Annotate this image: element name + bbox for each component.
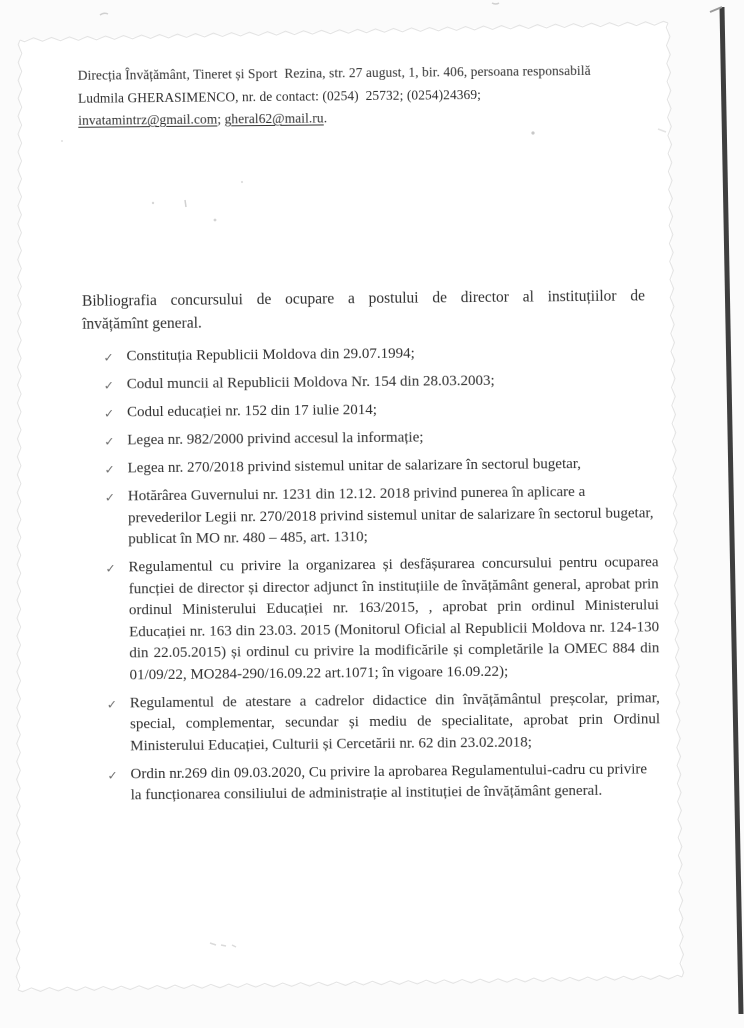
- list-item-text: Codul educației nr. 152 din 17 iulie 2014;: [126, 401, 378, 421]
- list-item: [104, 397, 657, 424]
- list-item-text: Legea nr. 270/2018 privind sistemul unitar de salarizare în sectorul bugetar,: [127, 455, 582, 477]
- checkmark-icon: ✓: [104, 434, 115, 449]
- list-item: [104, 425, 657, 452]
- checkmark-icon: ✓: [107, 767, 118, 783]
- list-item-text: Legea nr. 982/2000 privind accesul la informație;: [127, 429, 424, 449]
- checkmark-icon: ✓: [103, 350, 114, 365]
- title-line-2: învățămînt general.: [82, 314, 202, 333]
- list-item: [105, 552, 659, 686]
- bibliography-list: [103, 341, 660, 813]
- checkmark-icon: ✓: [104, 490, 115, 505]
- sentence-period: .: [323, 110, 328, 126]
- list-item-text: Regulamentul de atestare a cadrelor didactice din învățământul preșcolar, primar, special, complementar, secundar și mediu de specialitate, aprobat prin Ordinul Ministerului Educației, Culturii și Cercetării nr. 62 din 23.02.2018;: [129, 689, 661, 754]
- header-line-1: Direcția Învățământ, Tineret și Sport Rezina, str. 27 august, 1, bir. 406, persoana responsabilă: [77, 62, 591, 83]
- list-item: [104, 453, 657, 480]
- list-item: [107, 759, 660, 807]
- list-item: [104, 369, 657, 396]
- header-line-emails: [78, 104, 698, 132]
- email-separator: ;: [217, 111, 225, 127]
- checkmark-icon: ✓: [104, 462, 115, 477]
- email-address-1: invatamintrz@gmail.com: [78, 111, 218, 128]
- document-title: [82, 284, 645, 335]
- contact-header: [78, 59, 699, 132]
- list-item: [107, 688, 661, 758]
- list-item-text: Codul muncii al Republicii Moldova Nr. 154 din 28.03.2003;: [126, 372, 495, 393]
- checkmark-icon: ✓: [103, 406, 115, 421]
- list-item: [103, 341, 656, 368]
- checkmark-icon: ✓: [106, 696, 117, 712]
- list-item: [105, 481, 659, 551]
- email-address-2: gheral62@mail.ru: [224, 110, 324, 127]
- list-item-text: Hotărârea Guvernului nr. 1231 din 12.12. 2018 privind punerea în aplicare a prevederilor Legii nr. 270/2018 privind sistemul unitar de salarizare în sectorul bugetar, publicat în MO nr. 480 – 485, art. 1310;: [127, 483, 654, 548]
- checkmark-icon: ✓: [103, 378, 114, 393]
- list-item-text: Ordin nr.269 din 09.03.2020, Cu privire la aprobarea Regulamentului-cadru cu privire la funcționarea consiliului de administrație al instituției de învățământ general.: [130, 760, 648, 804]
- header-line-2: Ludmila GHERASIMENCO, nr. de contact: (0254) 25732; (0254)24369;: [77, 86, 482, 106]
- list-item-text: Regulamentul cu privire la organizarea și desfășurarea concursului pentru ocuparea funcției de director și director adjunct în instituțiile de învățământ general, aprobat prin ordinul Ministerului Educației nr. 163/2015, , aprobat prin ordinul Ministerului Educației nr. 163 din 23.03. 2015 (Monitorul Oficial al Republicii Moldova nr. 124-130 din 22.05.2015) și ordinul cu privire la modificările și completările la OMEC 884 din 01/09/22, MO284-290/16.09.22 art.1071; în vigoare 16.09.22);: [128, 554, 660, 683]
- list-item-text: Constituția Republicii Moldova din 29.07.1994;: [126, 345, 415, 365]
- title-line-1: Bibliografia concursului de ocupare a postului de director al instituțiilor de: [81, 287, 646, 310]
- checkmark-icon: ✓: [105, 561, 116, 576]
